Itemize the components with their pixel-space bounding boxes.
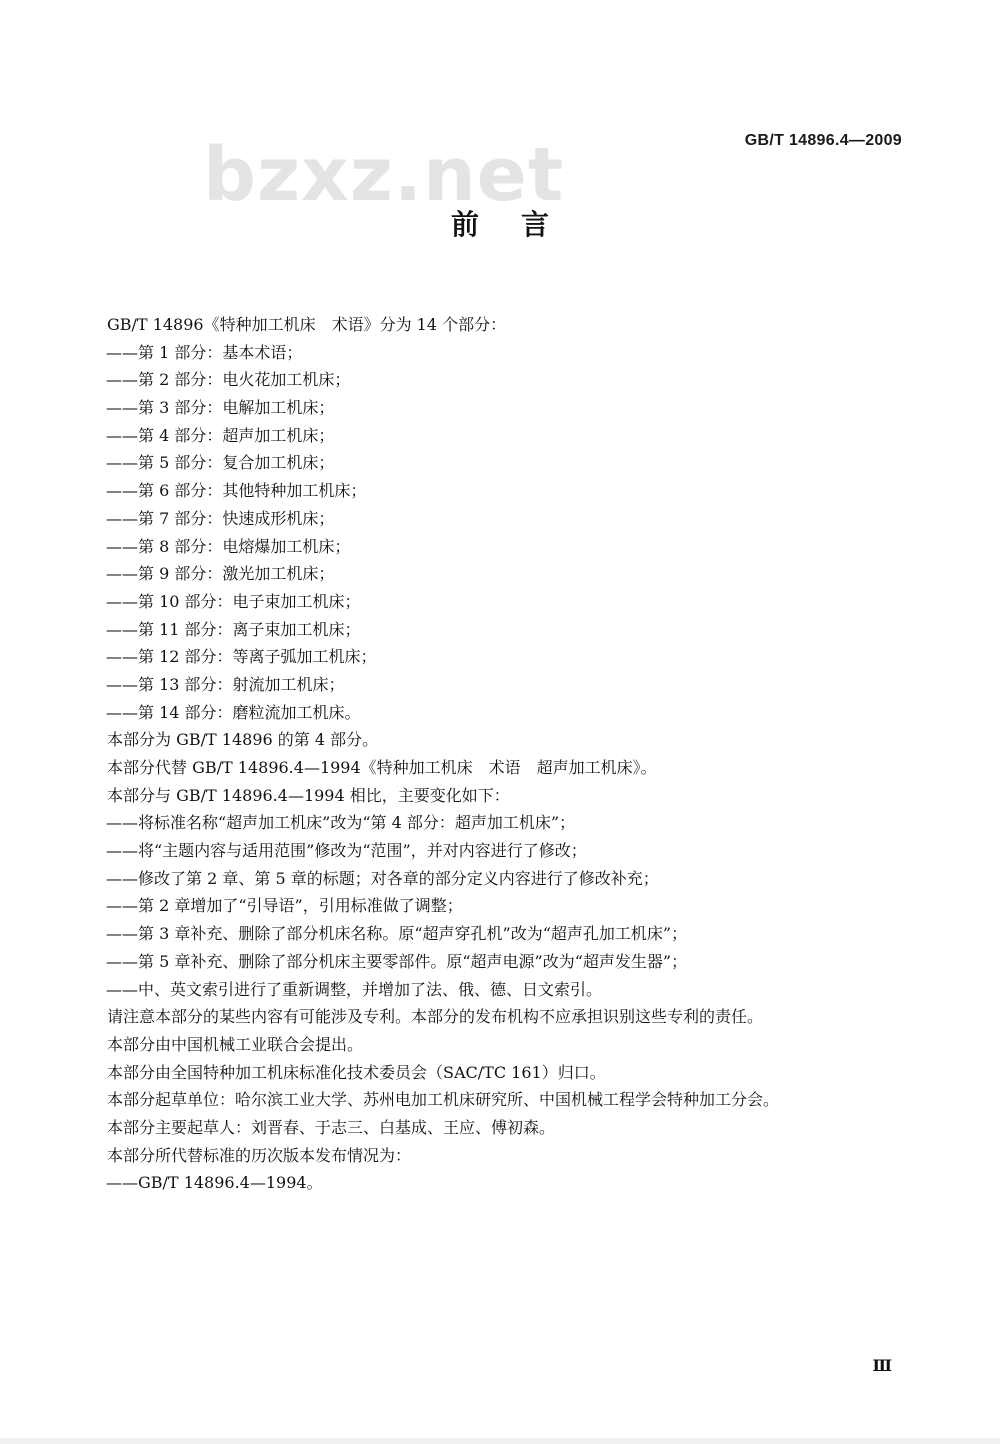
paragraph: 本部分主要起草人：刘晋春、于志三、白基成、王应、傅初森。 — [107, 1117, 556, 1137]
list-item: ——第 2 章增加了“引导语”，引用标准做了调整； — [106, 896, 463, 916]
list-item: ——第 5 章补充、删除了部分机床主要零部件。原“超声电源”改为“超声发生器”； — [106, 951, 688, 971]
list-item: ——第 9 部分：激光加工机床； — [106, 564, 335, 584]
list-item: ——中、英文索引进行了重新调整，并增加了法、俄、德、日文索引。 — [106, 979, 603, 999]
list-item: ——第 2 部分：电火花加工机床； — [106, 370, 351, 390]
list-item: ——第 4 部分：超声加工机床； — [106, 425, 335, 445]
list-item: ——第 3 章补充、删除了部分机床名称。原“超声穿孔机”改为“超声孔加工机床”； — [106, 924, 688, 944]
list-item: ——第 13 部分：射流加工机床； — [106, 674, 345, 694]
list-item: ——第 10 部分：电子束加工机床； — [106, 591, 361, 611]
watermark: bzxz.net — [203, 132, 565, 218]
list-item: ——第 14 部分：磨粒流加工机床。 — [106, 702, 361, 722]
page-title: 前言 — [450, 208, 591, 241]
list-item: ——第 8 部分：电熔爆加工机床； — [106, 536, 351, 556]
list-item: ——第 3 部分：电解加工机床； — [106, 398, 335, 418]
paragraph: 本部分代替 GB/T 14896.4—1994《特种加工机床 术语 超声加工机床》。 — [107, 758, 657, 777]
list-item: ——修改了第 2 章、第 5 章的标题；对各章的部分定义内容进行了修改补充； — [106, 868, 659, 888]
list-item: ——第 6 部分：其他特种加工机床； — [106, 481, 367, 501]
list-item: ——GB/T 14896.4—1994。 — [106, 1173, 323, 1193]
standard-code: GB/T 14896.4—2009 — [744, 132, 902, 149]
list-item: ——第 5 部分：复合加工机床； — [106, 453, 335, 473]
list-item: ——第 7 部分：快速成形机床； — [106, 508, 335, 528]
footer-band — [0, 1438, 1000, 1444]
paragraph: 请注意本部分的某些内容有可能涉及专利。本部分的发布机构不应承担识别这些专利的责任。 — [107, 1007, 764, 1027]
list-item: ——将标准名称“超声加工机床”改为“第 4 部分：超声加工机床”； — [106, 813, 576, 833]
page-number: Ⅲ — [872, 1358, 892, 1375]
list-item: ——将“主题内容与适用范围”修改为“范围”，并对内容进行了修改； — [106, 841, 587, 861]
paragraph: 本部分由全国特种加工机床标准化技术委员会（SAC/TC 161）归口。 — [107, 1062, 606, 1082]
body-text — [0, 311, 1000, 1197]
paragraph: GB/T 14896《特种加工机床 术语》分为 14 个部分： — [107, 315, 507, 334]
paragraph: 本部分与 GB/T 14896.4—1994 相比，主要变化如下： — [107, 785, 510, 805]
list-item: ——第 11 部分：离子束加工机床； — [106, 619, 361, 639]
paragraph: 本部分起草单位：哈尔滨工业大学、苏州电加工机床研究所、中国机械工程学会特种加工分会。 — [107, 1090, 780, 1110]
list-item: ——第 12 部分：等离子弧加工机床； — [106, 647, 377, 667]
paragraph: 本部分所代替标准的历次版本发布情况为： — [107, 1145, 412, 1165]
list-item: ——第 1 部分：基本术语； — [106, 342, 303, 362]
paragraph: 本部分由中国机械工业联合会提出。 — [107, 1034, 364, 1054]
paragraph: 本部分为 GB/T 14896 的第 4 部分。 — [107, 730, 379, 750]
